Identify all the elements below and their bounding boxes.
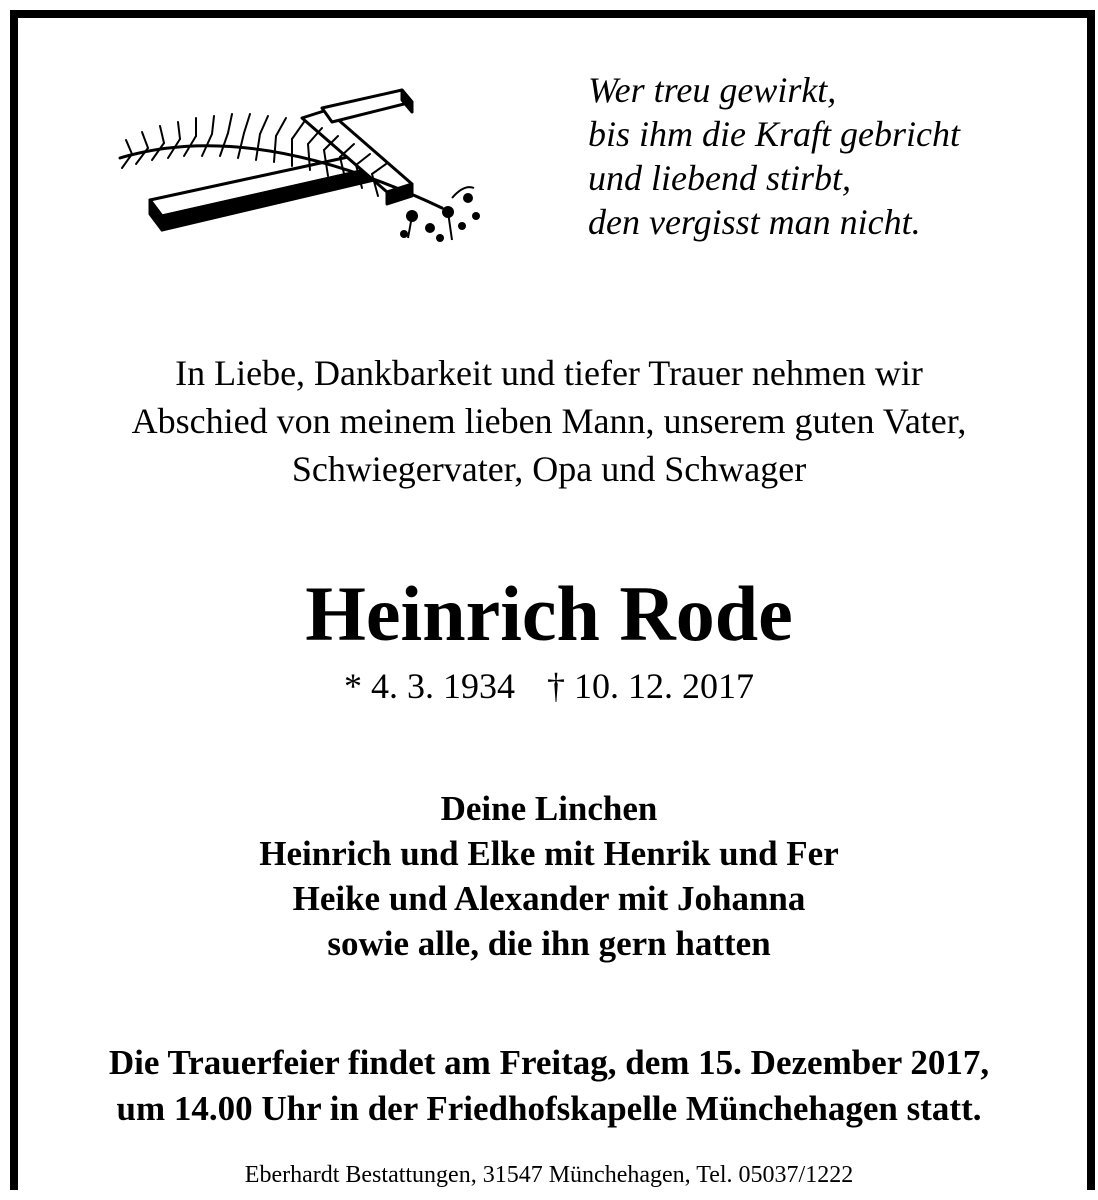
deceased-name: Heinrich Rode — [305, 570, 793, 657]
funeral-service-info — [30, 1040, 1068, 1132]
verse-line: und liebend stirbt, — [588, 158, 851, 198]
verse-line: bis ihm die Kraft gebricht — [588, 114, 960, 154]
verse-line: den vergisst man nicht. — [588, 202, 921, 242]
farewell-line: Abschied von meinem lieben Mann, unserem guten Vater, — [131, 401, 967, 441]
death-date: † 10. 12. 2017 — [547, 666, 754, 706]
farewell-line: Schwiegervater, Opa und Schwager — [291, 449, 807, 489]
memorial-verse — [588, 68, 1068, 244]
farewell-line: In Liebe, Dankbarkeit und tiefer Trauer nehmen wir — [175, 353, 923, 393]
service-line: um 14.00 Uhr in der Friedhofskapelle Münchehagen statt. — [116, 1089, 982, 1128]
mourners-list — [40, 786, 1058, 966]
cross-with-palm-branch-icon — [112, 88, 487, 248]
undertaker-contact: Eberhardt Bestattungen, 31547 Münchehagen, Tel. 05037/1222 — [231, 1162, 867, 1188]
farewell-text — [40, 349, 1058, 493]
undertaker-footer — [0, 1158, 1098, 1192]
mourner-line: Deine Linchen — [440, 789, 658, 828]
birth-date: * 4. 3. 1934 — [344, 666, 515, 706]
mourner-line: Heinrich und Elke mit Henrik und Fer — [259, 834, 839, 873]
verse-line: Wer treu gewirkt, — [588, 70, 837, 110]
mourner-line: Heike und Alexander mit Johanna — [292, 879, 806, 918]
mourner-line: sowie alle, die ihn gern hatten — [327, 924, 771, 963]
service-line: Die Trauerfeier findet am Freitag, dem 15. Dezember 2017, — [108, 1043, 990, 1082]
life-dates — [40, 663, 1058, 709]
